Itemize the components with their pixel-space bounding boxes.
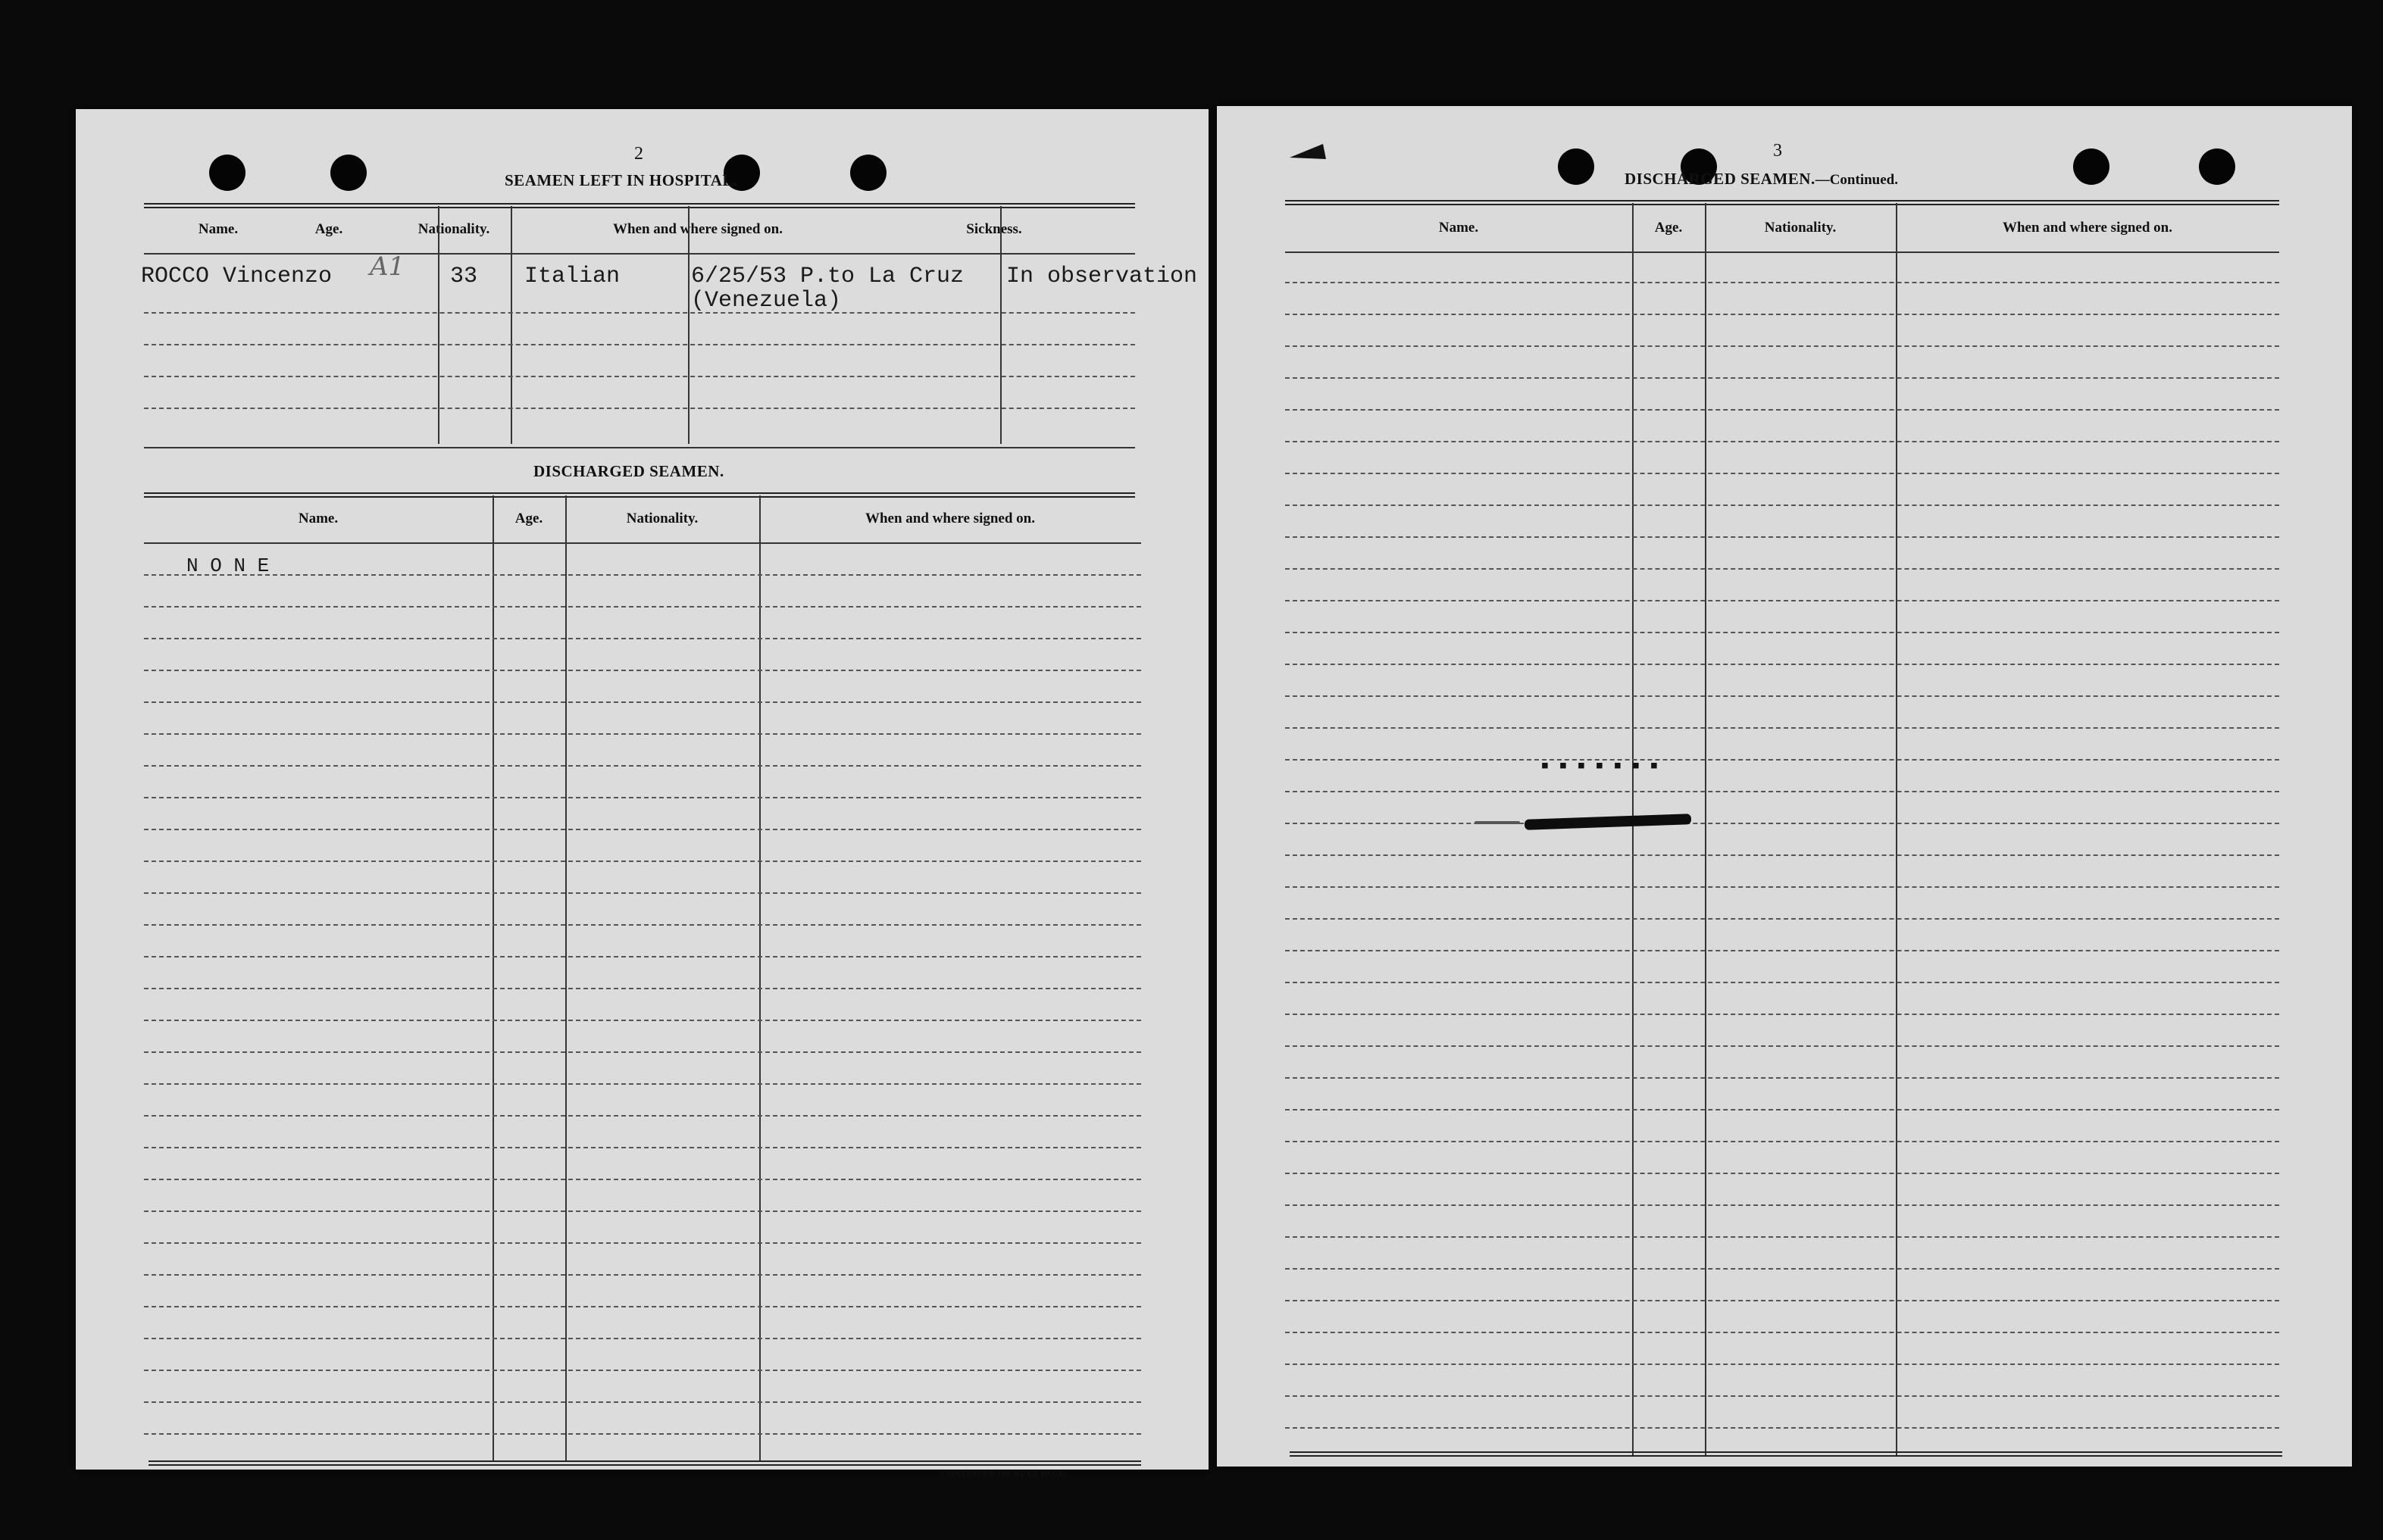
- dotted-rule: [144, 1338, 1141, 1339]
- hospital-section-title: SEAMEN LEFT IN HOSPITAL.: [505, 171, 738, 189]
- col-name: Name.: [198, 221, 239, 237]
- dotted-rule: [1285, 600, 2279, 601]
- dotted-rule: [144, 988, 1141, 989]
- dotted-rule: [144, 924, 1141, 926]
- dotted-rule: [1285, 982, 2279, 983]
- ink-smear: [1475, 821, 1520, 824]
- col-age: Age.: [314, 221, 343, 237]
- dotted-rule: [144, 1274, 1141, 1276]
- dotted-rule: [1285, 918, 2279, 920]
- table-bottom-rule: [1290, 1451, 2282, 1457]
- page-number: 3: [1773, 141, 1782, 161]
- dotted-rule: [144, 829, 1141, 830]
- col-name: Name.: [298, 511, 339, 526]
- col-sickness: Sickness.: [966, 221, 1022, 237]
- header-rule: [1285, 251, 2279, 253]
- dotted-rule: [1285, 1045, 2279, 1047]
- dotted-rule: [1285, 1332, 2279, 1333]
- table-top-rule: [144, 492, 1135, 498]
- dotted-rule: [144, 312, 1135, 314]
- seaman-nationality: Italian: [524, 264, 621, 289]
- dotted-rule: [144, 1242, 1141, 1244]
- seaman-age: 33: [450, 264, 478, 289]
- dotted-rule: [1285, 1427, 2279, 1429]
- table-bottom-rule: [149, 1460, 1141, 1466]
- col-name: Name.: [1438, 220, 1479, 236]
- punch-hole: [330, 155, 367, 191]
- col-signed-on: When and where signed on.: [2002, 220, 2172, 236]
- seaman-name: ROCCO Vincenzo: [141, 264, 333, 289]
- seaman-sickness: In observation: [1006, 264, 1198, 289]
- illegible-stamp: ▪▪▪▪▪▪▪: [1538, 754, 1666, 780]
- dotted-rule: [144, 376, 1135, 377]
- col-signed-on: When and where signed on.: [612, 221, 783, 237]
- dotted-rule: [1285, 1173, 2279, 1174]
- dotted-rule: [144, 1210, 1141, 1212]
- none-entry: N O N E: [186, 554, 270, 577]
- dotted-rule: [1285, 345, 2279, 347]
- dotted-rule: [144, 638, 1141, 639]
- dotted-rule: [144, 701, 1141, 703]
- dotted-rule: [1285, 1268, 2279, 1270]
- dotted-rule: [144, 1179, 1141, 1180]
- dotted-rule: [144, 606, 1141, 608]
- handwritten-annotation: A1: [370, 251, 405, 282]
- punch-hole: [850, 155, 887, 191]
- col-age: Age.: [1654, 220, 1683, 236]
- column-divider: [759, 495, 761, 1462]
- dotted-rule: [1285, 854, 2279, 856]
- dotted-rule: [1285, 1014, 2279, 1015]
- dotted-rule: [1285, 314, 2279, 315]
- dotted-rule: [1285, 568, 2279, 570]
- dotted-rule: [1285, 409, 2279, 411]
- dotted-rule: [144, 670, 1141, 671]
- table-bottom-rule: [144, 447, 1135, 448]
- dotted-rule: [1285, 950, 2279, 951]
- dotted-rule: [1285, 1364, 2279, 1365]
- col-nationality: Nationality.: [1764, 220, 1837, 236]
- dotted-rule: [1285, 377, 2279, 379]
- dotted-rule: [144, 733, 1141, 735]
- dotted-rule: [1285, 791, 2279, 792]
- col-signed-on: When and where signed on.: [865, 511, 1035, 526]
- dotted-rule: [144, 765, 1141, 767]
- dotted-rule: [144, 861, 1141, 862]
- dotted-rule: [144, 1433, 1141, 1435]
- dotted-rule: [1285, 1141, 2279, 1142]
- continued-note: CONTINUED ON NEXT PAGE.: [941, 1470, 1068, 1479]
- dotted-rule: [1285, 1204, 2279, 1206]
- punch-hole: [1558, 148, 1594, 185]
- dotted-rule: [1285, 1395, 2279, 1397]
- dotted-rule: [1285, 632, 2279, 633]
- table-top-rule: [1285, 200, 2279, 205]
- dotted-rule: [1285, 823, 2279, 824]
- punch-hole: [2199, 148, 2235, 185]
- right-page: [1217, 106, 2352, 1467]
- dotted-rule: [1285, 1109, 2279, 1110]
- column-divider: [565, 495, 567, 1462]
- dotted-rule: [1285, 664, 2279, 665]
- dotted-rule: [144, 1115, 1141, 1117]
- col-age: Age.: [514, 511, 543, 526]
- page-number: 2: [634, 144, 643, 164]
- discharged-section-title: DISCHARGED SEAMEN.: [533, 462, 724, 480]
- dotted-rule: [144, 797, 1141, 798]
- dotted-rule: [1285, 536, 2279, 538]
- dotted-rule: [1285, 441, 2279, 442]
- discharged-continued-title: DISCHARGED SEAMEN.—Continued.: [1625, 170, 1898, 188]
- dotted-rule: [144, 892, 1141, 894]
- ink-mark: [1288, 139, 1331, 161]
- dotted-rule: [144, 956, 1141, 957]
- punch-hole: [2073, 148, 2109, 185]
- signed-on-country: (Venezuela): [691, 288, 842, 314]
- left-page: [76, 109, 1209, 1479]
- dotted-rule: [1285, 727, 2279, 729]
- dotted-rule: [1285, 886, 2279, 888]
- dotted-rule: [144, 1401, 1141, 1403]
- punch-hole: [209, 155, 245, 191]
- dotted-rule: [144, 1051, 1141, 1053]
- dotted-rule: [144, 1083, 1141, 1085]
- header-rule: [144, 542, 1141, 544]
- table-top-rule: [144, 203, 1135, 208]
- dotted-rule: [1285, 473, 2279, 474]
- signed-on-date-place: 6/25/53 P.to La Cruz: [691, 264, 965, 289]
- dotted-rule: [144, 1306, 1141, 1307]
- col-nationality: Nationality.: [626, 511, 699, 526]
- dotted-rule: [144, 408, 1135, 409]
- dotted-rule: [1285, 1077, 2279, 1079]
- ink-smear: [1525, 814, 1691, 830]
- dotted-rule: [144, 1020, 1141, 1021]
- dotted-rule: [1285, 759, 2279, 761]
- col-nationality: Nationality.: [417, 221, 490, 237]
- header-rule: [144, 253, 1135, 255]
- dotted-rule: [144, 1370, 1141, 1371]
- column-divider: [493, 495, 494, 1462]
- dotted-rule: [1285, 695, 2279, 697]
- dotted-rule: [144, 344, 1135, 345]
- dotted-rule: [144, 574, 1141, 576]
- dotted-rule: [1285, 1236, 2279, 1238]
- dotted-rule: [1285, 504, 2279, 506]
- dotted-rule: [1285, 282, 2279, 283]
- dotted-rule: [1285, 1300, 2279, 1301]
- dotted-rule: [144, 1147, 1141, 1148]
